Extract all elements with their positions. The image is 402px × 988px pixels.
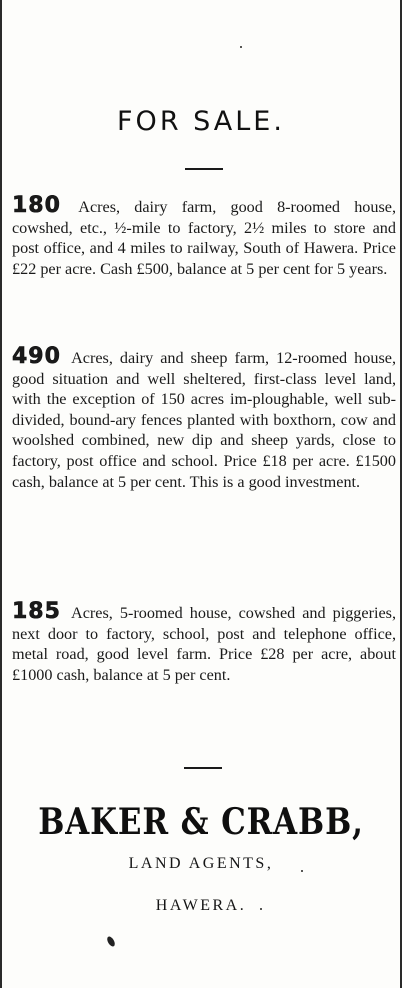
firm-role: LAND AGENTS, <box>128 855 274 872</box>
listing-185 <box>12 599 396 685</box>
ink-speck <box>301 870 303 872</box>
firm-rule <box>184 767 222 769</box>
listing-acres: 185 <box>12 599 61 624</box>
listing-acres: 180 <box>12 193 61 218</box>
advert-title: FOR SALE. <box>117 106 285 137</box>
listing-text: Acres, 5-roomed house, cowshed and piggeries, next door to factory, school, post and telephone office, metal road, good level farm. Price £28 per acre, about £1000 cash, balance at 5 per cent. <box>12 604 396 684</box>
ink-speck <box>260 908 262 910</box>
listing-text: Acres, dairy farm, good 8-roomed house, cowshed, etc., ½-mile to factory, 2½ miles to store and post office, and 4 miles to railway, South of Hawera. Price £22 per acre. Cash £500, balance at 5 per cent for 5 years. <box>12 198 397 278</box>
firm-town: HAWERA. <box>155 897 247 914</box>
listing-acres: 490 <box>12 344 61 369</box>
listing-text: Acres, dairy and sheep farm, 12-roomed house, good situation and well sheltered, first-class level land, with the exception of 150 acres im-ploughable, well sub-divided, bound-ary fences planted with boxthorn, cow and woolshed combined, new dip and sheep yards, close to factory, post office and school. Price £18 per acre. £1500 cash, balance at 5 per cent. This is a good investment. <box>12 349 396 491</box>
ink-speck <box>240 46 242 48</box>
listing-490 <box>12 344 396 492</box>
listing-180 <box>12 193 397 279</box>
firm-name: BAKER & CRABB, <box>38 801 364 843</box>
ink-speck <box>106 935 117 948</box>
title-rule <box>185 168 223 170</box>
